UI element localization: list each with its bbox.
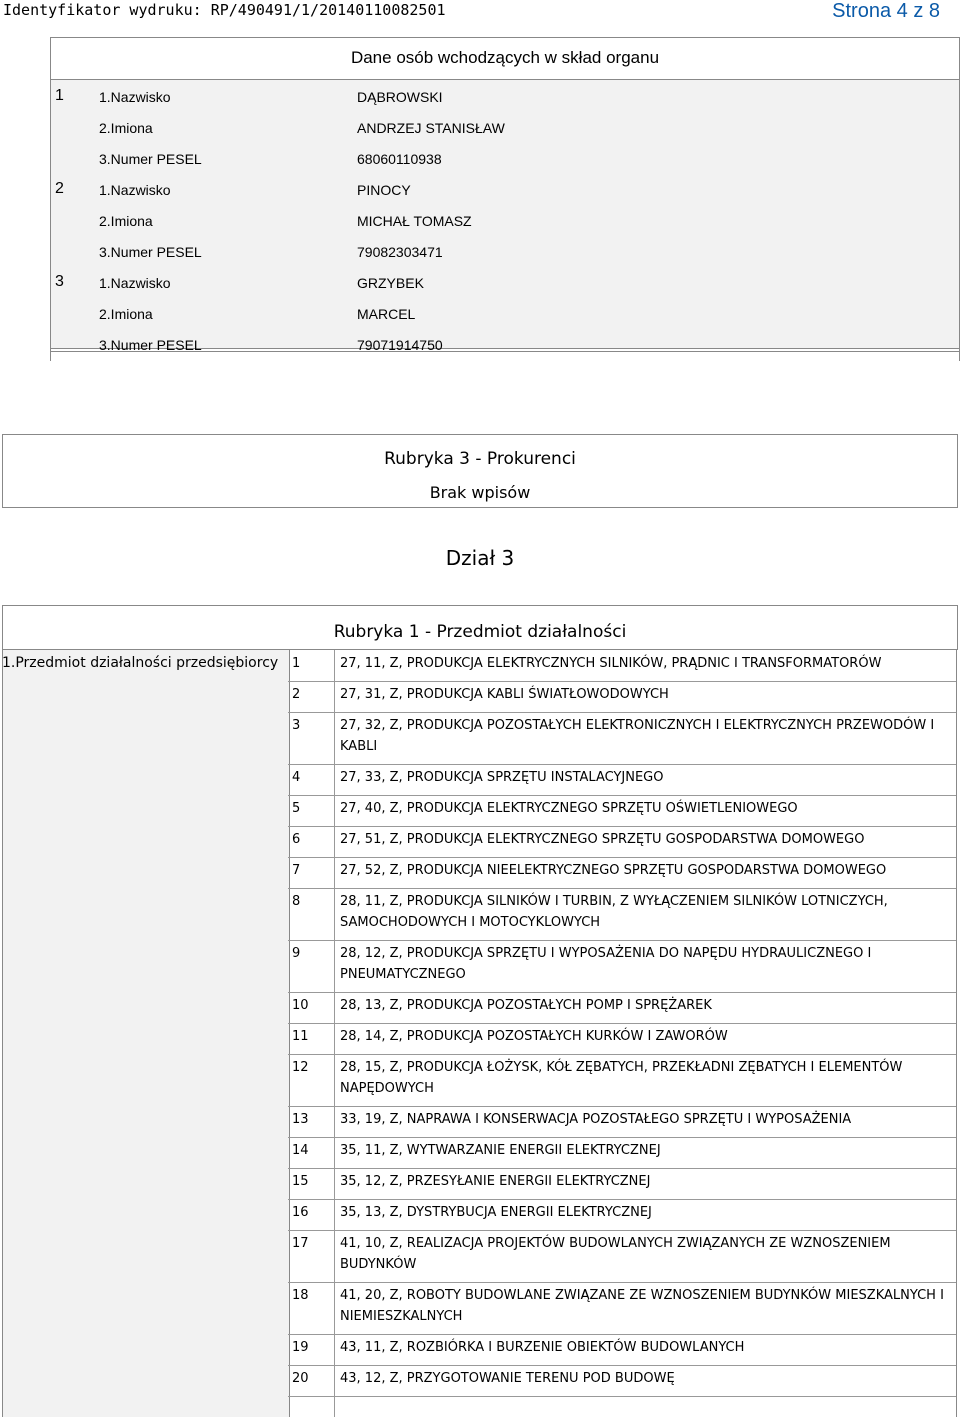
row-text: 41, 10, Z, REALIZACJA PROJEKTÓW BUDOWLANYCH ZWIĄZANYCH ZE WZNOSZENIEM BUDYNKÓW xyxy=(340,1236,891,1272)
field-value-surname: DĄBROWSKI xyxy=(357,89,443,105)
row-number: 4 xyxy=(292,770,301,785)
field-value-pesel: 79071914750 xyxy=(357,337,443,353)
row-number: 1 xyxy=(292,656,301,671)
row-text: 27, 32, Z, PRODUKCJA POZOSTAŁYCH ELEKTRONICZNYCH I ELEKTRYCZNYCH PRZEWODÓW I KABLI xyxy=(340,718,935,754)
person-number: 2 xyxy=(55,180,64,197)
row-text: 28, 11, Z, PRODUKCJA SILNIKÓW I TURBIN, Z WYŁĄCZENIEM SILNIKÓW LOTNICZYCH, SAMOCHODOWYCH I MOTOCYKLOWYCH xyxy=(340,894,888,930)
row-number: 6 xyxy=(292,832,301,847)
row-divider xyxy=(288,712,956,713)
row-divider xyxy=(288,1396,956,1397)
page-number: Strona 4 z 8 xyxy=(832,0,940,22)
row-text: 35, 11, Z, WYTWARZANIE ENERGII ELEKTRYCZNEJ xyxy=(340,1143,661,1158)
board-title-box xyxy=(50,37,960,80)
row-divider xyxy=(288,1334,956,1335)
row-divider xyxy=(288,1023,956,1024)
row-text: 28, 12, Z, PRODUKCJA SPRZĘTU I WYPOSAŻENIA DO NAPĘDU HYDRAULICZNEGO I PNEUMATYCZNEGO xyxy=(340,946,872,982)
prokurenci-empty-text: Brak wpisów xyxy=(429,483,531,502)
field-value-names: MICHAŁ TOMASZ xyxy=(357,213,472,229)
section-title: Dział 3 xyxy=(445,546,515,570)
column-divider xyxy=(334,650,335,1417)
board-members-section xyxy=(50,37,960,367)
row-divider xyxy=(288,681,956,682)
field-value-names: ANDRZEJ STANISŁAW xyxy=(357,120,505,136)
row-text: 28, 15, Z, PRODUKCJA ŁOŻYSK, KÓŁ ZĘBATYCH, PRZEKŁADNI ZĘBATYCH I ELEMENTÓW NAPĘDOWYCH xyxy=(340,1060,903,1096)
field-label-surname: 1.Nazwisko xyxy=(99,182,171,198)
przedmiot-title: Rubryka 1 - Przedmiot działalności xyxy=(333,622,627,642)
przedmiot-rows-table xyxy=(288,649,957,1417)
row-number: 15 xyxy=(292,1174,309,1189)
prokurenci-box xyxy=(2,434,958,508)
row-number: 18 xyxy=(292,1288,309,1303)
row-text: 27, 11, Z, PRODUKCJA ELEKTRYCZNYCH SILNIKÓW, PRĄDNIC I TRANSFORMATORÓW xyxy=(340,656,882,671)
row-text: 43, 11, Z, ROZBIÓRKA I BURZENIE OBIEKTÓW BUDOWLANYCH xyxy=(340,1340,745,1355)
row-divider xyxy=(288,1106,956,1107)
person-number: 3 xyxy=(55,273,64,290)
row-divider xyxy=(288,857,956,858)
board-persons-list xyxy=(50,79,960,353)
row-text: 27, 31, Z, PRODUKCJA KABLI ŚWIATŁOWODOWYCH xyxy=(340,687,669,702)
row-text: 35, 13, Z, DYSTRYBUCJA ENERGII ELEKTRYCZNEJ xyxy=(340,1205,652,1220)
field-value-pesel: 68060110938 xyxy=(357,151,442,167)
row-divider xyxy=(288,1282,956,1283)
field-label-names: 2.Imiona xyxy=(99,213,153,229)
field-value-pesel: 79082303471 xyxy=(357,244,443,260)
field-label-pesel: 3.Numer PESEL xyxy=(99,151,202,167)
board-title: Dane osób wchodzących w skład organu xyxy=(350,48,660,67)
row-number: 9 xyxy=(292,946,301,961)
field-value-names: MARCEL xyxy=(357,306,416,322)
row-number: 20 xyxy=(292,1371,309,1386)
row-divider xyxy=(288,1168,956,1169)
row-number: 8 xyxy=(292,894,301,909)
row-divider xyxy=(288,1137,956,1138)
row-divider xyxy=(288,888,956,889)
row-text: 27, 33, Z, PRODUKCJA SPRZĘTU INSTALACYJNEGO xyxy=(340,770,664,785)
row-divider xyxy=(288,1365,956,1366)
row-text: 27, 52, Z, PRODUKCJA NIEELEKTRYCZNEGO SPRZĘTU GOSPODARSTWA DOMOWEGO xyxy=(340,863,887,878)
row-number: 5 xyxy=(292,801,301,816)
row-text: 41, 20, Z, ROBOTY BUDOWLANE ZWIĄZANE ZE WZNOSZENIEM BUDYNKÓW MIESZKALNYCH I NIEMIESZKALNYCH xyxy=(340,1288,944,1324)
przedmiot-field-label: 1.Przedmiot działalności przedsiębiorcy xyxy=(2,655,279,671)
person-number: 1 xyxy=(55,87,64,104)
row-number: 10 xyxy=(292,998,309,1013)
row-divider xyxy=(288,826,956,827)
row-text: 27, 51, Z, PRODUKCJA ELEKTRYCZNEGO SPRZĘTU GOSPODARSTWA DOMOWEGO xyxy=(340,832,865,847)
row-number: 7 xyxy=(292,863,301,878)
board-footer xyxy=(50,347,960,361)
row-number: 2 xyxy=(292,687,301,702)
print-identifier: Identyfikator wydruku: RP/490491/1/20140110082501 xyxy=(3,1,446,19)
field-label-names: 2.Imiona xyxy=(99,306,153,322)
row-divider xyxy=(288,940,956,941)
row-text: 33, 19, Z, NAPRAWA I KONSERWACJA POZOSTAŁEGO SPRZĘTU I WYPOSAŻENIA xyxy=(340,1112,852,1127)
field-value-surname: PINOCY xyxy=(357,182,411,198)
row-number: 16 xyxy=(292,1205,309,1220)
row-number: 12 xyxy=(292,1060,309,1075)
row-text: 28, 13, Z, PRODUKCJA POZOSTAŁYCH POMP I SPRĘŻAREK xyxy=(340,998,712,1013)
row-number: 11 xyxy=(292,1029,309,1044)
row-number: 14 xyxy=(292,1143,309,1158)
row-divider xyxy=(288,992,956,993)
field-label-surname: 1.Nazwisko xyxy=(99,89,171,105)
przedmiot-label-cell xyxy=(2,649,290,1417)
row-text: 43, 12, Z, PRZYGOTOWANIE TERENU POD BUDOWĘ xyxy=(340,1371,675,1386)
row-divider xyxy=(288,764,956,765)
row-text: 27, 40, Z, PRODUKCJA ELEKTRYCZNEGO SPRZĘTU OŚWIETLENIOWEGO xyxy=(340,801,798,816)
row-text: 35, 12, Z, PRZESYŁANIE ENERGII ELEKTRYCZNEJ xyxy=(340,1174,651,1189)
field-label-surname: 1.Nazwisko xyxy=(99,275,171,291)
row-text: 28, 14, Z, PRODUKCJA POZOSTAŁYCH KURKÓW I ZAWORÓW xyxy=(340,1029,728,1044)
row-divider xyxy=(288,1230,956,1231)
row-number: 3 xyxy=(292,718,301,733)
field-label-pesel: 3.Numer PESEL xyxy=(99,337,202,353)
row-number: 13 xyxy=(292,1112,309,1127)
field-label-pesel: 3.Numer PESEL xyxy=(99,244,202,260)
row-divider xyxy=(288,795,956,796)
row-divider xyxy=(288,1054,956,1055)
przedmiot-header xyxy=(2,605,958,650)
field-label-names: 2.Imiona xyxy=(99,120,153,136)
row-number: 17 xyxy=(292,1236,309,1251)
prokurenci-title: Rubryka 3 - Prokurenci xyxy=(384,449,576,469)
row-divider xyxy=(288,1199,956,1200)
row-number: 19 xyxy=(292,1340,309,1355)
field-value-surname: GRZYBEK xyxy=(357,275,424,291)
